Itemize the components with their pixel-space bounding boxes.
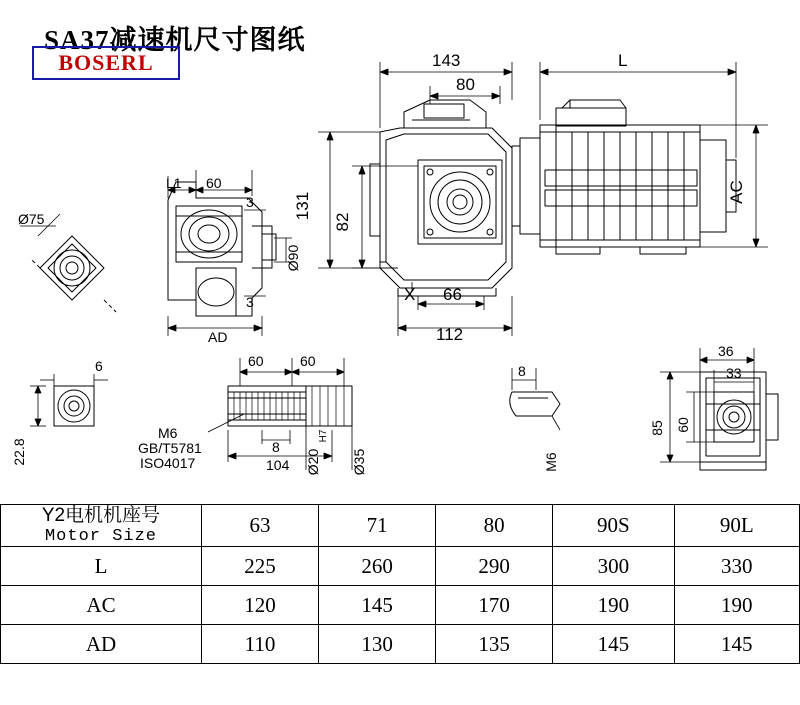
gearbox-housing-front-view [370,100,512,296]
dim-104: 104 [266,457,290,473]
table-cell: 135 [436,625,553,664]
label-M6-key: M6 [543,452,559,472]
flange-rotated-view [30,236,116,312]
dim-80: 80 [456,75,475,94]
table-row [1,547,800,586]
table-header-label: Y2电机机座号 Motor Size [1,505,202,547]
dim-60-a: 60 [248,353,264,369]
table-cell: 190 [674,586,799,625]
table-cell: 190 [553,586,674,625]
table-row [1,625,800,664]
dim-85: 85 [649,420,665,436]
dim-dia20: Ø20 [305,448,321,476]
label-ISO4017: ISO4017 [140,455,196,471]
label-GBT5781: GB/T5781 [138,440,202,456]
dim-AD-view: AD [208,329,228,345]
dim-3-top: 3 [246,194,254,210]
dim-60-b: 60 [300,353,316,369]
dim-3-bottom: 3 [246,294,254,310]
dim-h7-tol: H7 [318,429,329,443]
dim-8-key: 8 [518,363,526,379]
label-M6: M6 [158,425,178,441]
table-cell: 145 [319,586,436,625]
table-header-cell: 80 [436,505,553,547]
table-cell: 260 [319,547,436,586]
dim-dia90: Ø90 [285,244,301,272]
table-row [1,586,800,625]
dim-60-flange: 60 [675,417,691,433]
table-cell: 145 [553,625,674,664]
motor-assembly-view [540,100,736,254]
table-cell: 110 [202,625,319,664]
table-header-cell: 71 [319,505,436,547]
dim-22_8: 22.8 [11,438,27,466]
dim-AC: AC [727,180,746,204]
table-cell: 130 [319,625,436,664]
output-shaft-view [208,386,352,432]
dim-143: 143 [432,51,461,70]
dim-L-main: L [618,51,628,70]
dim-36: 36 [718,343,734,359]
table-header-cell: 90S [553,505,674,547]
brand-logo-text: BOSERL [58,50,154,75]
row-label: L [1,547,202,586]
table-cell: 330 [674,547,799,586]
row-label: AC [1,586,202,625]
dim-66: 66 [443,285,462,304]
table-cell: 300 [553,547,674,586]
dim-33: 33 [726,365,742,381]
dim-L1: L1 [166,175,182,191]
table-header-cell: 63 [202,505,319,547]
dim-X: X [404,285,416,304]
dim-60-side: 60 [206,175,222,191]
dim-dia35: Ø35 [351,448,367,476]
page-title: SA37减速机尺寸图纸 [44,25,306,55]
motor-flange-view [700,372,778,470]
dim-6: 6 [95,358,103,374]
key-detail-view [510,392,560,430]
row-label: AD [1,625,202,664]
motor-size-table [0,504,800,664]
dim-8-shaft: 8 [272,439,280,455]
table-cell: 145 [674,625,799,664]
dim-82: 82 [333,212,352,232]
dim-131: 131 [293,191,312,221]
table-cell: 290 [436,547,553,586]
table-cell: 120 [202,586,319,625]
dim-dia75: Ø75 [18,211,45,227]
table-cell: 170 [436,586,553,625]
table-header-row [1,505,800,547]
table-cell: 225 [202,547,319,586]
table-header-cell: 90L [674,505,799,547]
motor-adapter [512,138,540,234]
shaft-end-view [54,386,94,426]
dim-112: 112 [436,325,464,344]
